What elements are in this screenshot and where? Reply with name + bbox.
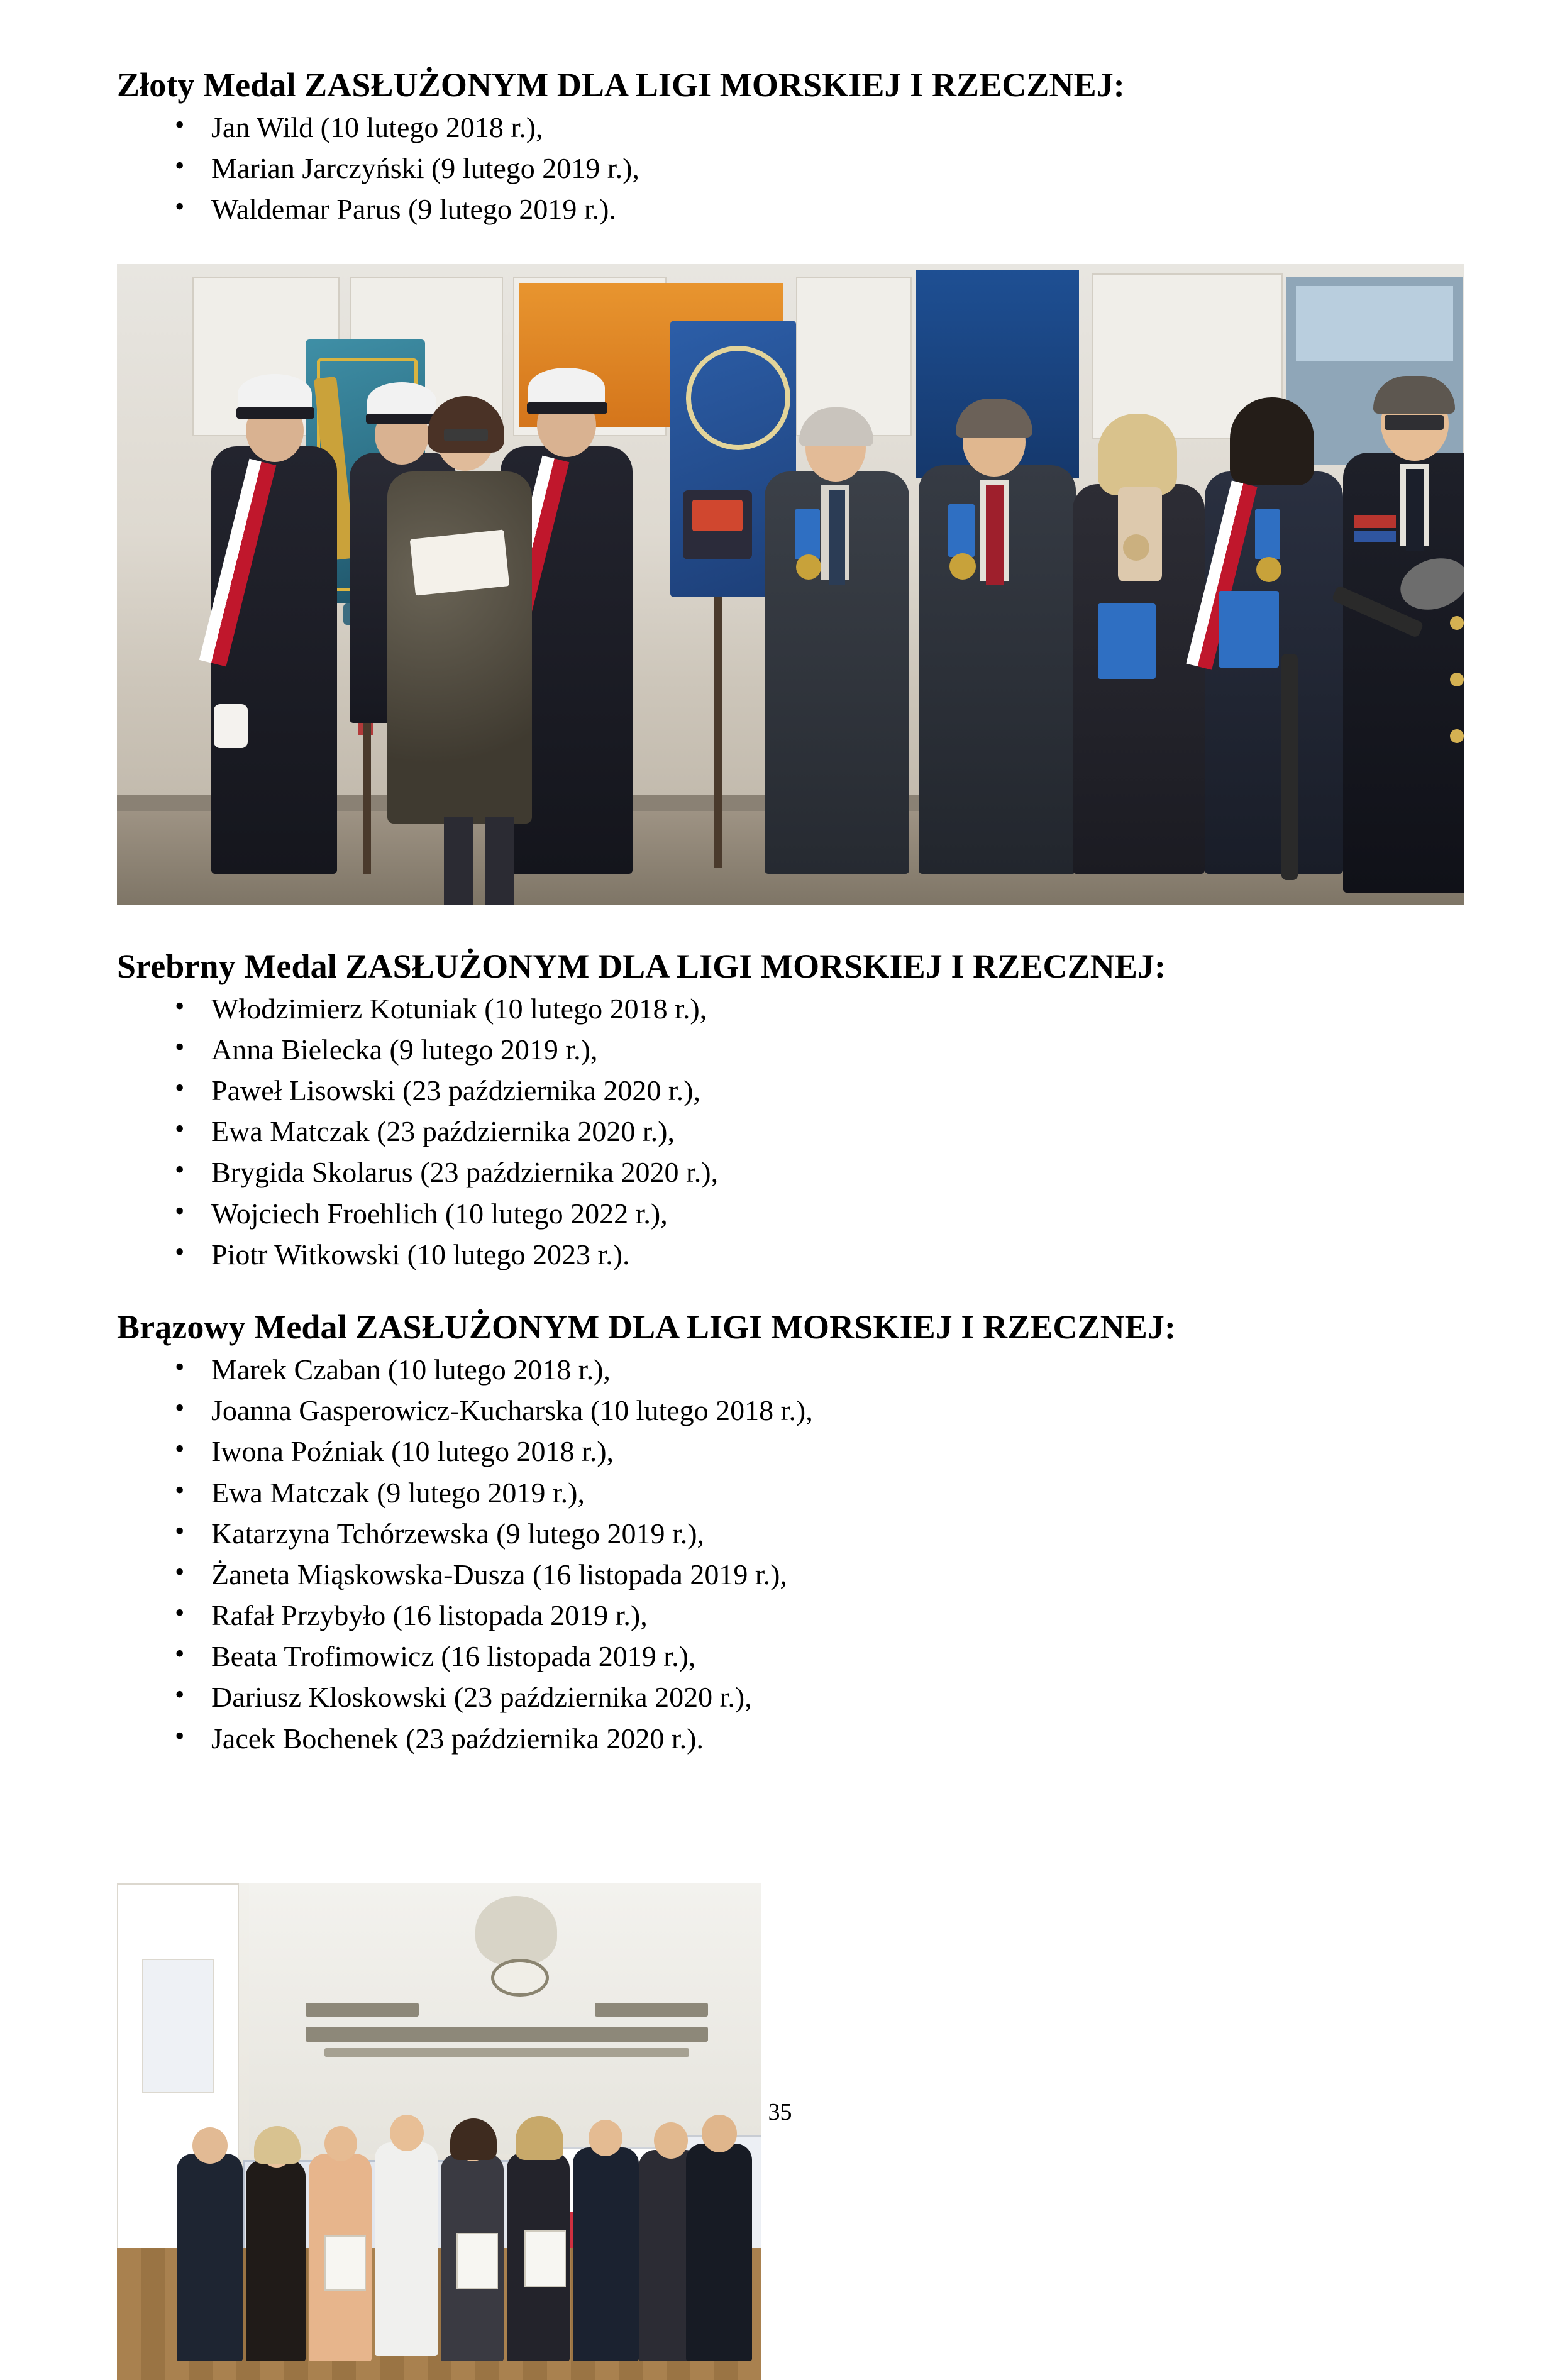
list-item: • Beata Trofimowicz (16 listopada 2019 r.), <box>117 1637 906 1675</box>
person <box>375 2142 438 2356</box>
banner-text-line <box>306 2027 708 2042</box>
section-srebrny <box>117 947 1443 1274</box>
necktie <box>829 490 845 585</box>
person-head <box>192 2127 228 2164</box>
list-item: • Marian Jarczyński (9 lutego 2019 r.), <box>117 149 1443 187</box>
cssmw-badge <box>491 1959 549 1997</box>
list-item: • Włodzimierz Kotuniak (10 lutego 2018 r.), <box>117 989 1443 1028</box>
uniform-button <box>1450 616 1464 630</box>
medal-list-zloty <box>117 108 1443 229</box>
cap-brim <box>236 407 314 419</box>
person-head <box>324 2126 357 2161</box>
certificate <box>524 2230 566 2287</box>
person-naval-officer <box>686 2144 752 2361</box>
leg <box>444 817 473 905</box>
necktie <box>1406 469 1424 551</box>
photo-ceremony-group <box>117 264 1464 905</box>
wall-picture <box>142 1959 214 2093</box>
person-uniform <box>211 446 337 874</box>
list-item: • Żaneta Miąskowska-Dusza (16 listopada 2019 r.), <box>117 1555 906 1594</box>
certificate <box>456 2233 498 2289</box>
hair <box>1098 414 1177 495</box>
certificate <box>324 2235 366 2291</box>
medal-case <box>1219 591 1279 668</box>
medal-list-brazowy <box>117 1350 1443 1758</box>
blouse <box>1118 487 1162 581</box>
list-item: • Waldemar Parus (9 lutego 2019 r.). <box>117 190 1443 228</box>
medal-ribbon <box>795 509 820 559</box>
person-head <box>654 2122 688 2159</box>
banner-text-line <box>595 2003 708 2017</box>
ribbon-bar <box>1354 515 1396 528</box>
list-item: • Jacek Bochenek (23 października 2020 r.). <box>117 1719 906 1758</box>
list-item: • Ewa Matczak (9 lutego 2019 r.), <box>117 1474 906 1512</box>
paper-sheet <box>410 529 510 595</box>
banner-text-line <box>306 2003 419 2017</box>
list-item: • Marek Czaban (10 lutego 2018 r.), <box>117 1350 906 1389</box>
list-item: • Katarzyna Tchórzewska (9 lutego 2019 r.), <box>117 1514 906 1553</box>
section-title-brazowy: Brązowy Medal ZASŁUŻONYM DLA LIGI MORSKIEJ I RZECZNEJ: <box>117 1308 1176 1346</box>
list-item: • Ewa Matczak (23 października 2020 r.), <box>117 1112 1443 1150</box>
list-item: • Dariusz Kloskowski (23 października 2020 r.), <box>117 1678 906 1716</box>
list-item: • Paweł Lisowski (23 października 2020 r.), <box>117 1071 1443 1110</box>
list-item: • Jan Wild (10 lutego 2018 r.), <box>117 108 1443 146</box>
medal-disc <box>949 553 976 580</box>
eyeglasses <box>444 429 488 441</box>
banner-emblem-circle <box>686 346 790 450</box>
white-glove <box>214 704 248 748</box>
banner-text-line <box>324 2048 689 2057</box>
list-item: • Iwona Poźniak (10 lutego 2018 r.), <box>117 1432 906 1470</box>
uniform-button <box>1450 673 1464 686</box>
section-title-zloty: Złoty Medal ZASŁUŻONYM DLA LIGI MORSKIEJ I RZECZNEJ: <box>117 66 1125 104</box>
person-woman <box>246 2160 306 2361</box>
medal-disc <box>1123 534 1149 561</box>
list-item: • Wojciech Froehlich (10 lutego 2022 r.), <box>117 1194 1443 1233</box>
uniform-button <box>1450 729 1464 743</box>
section-title-srebrny: Srebrny Medal ZASŁUŻONYM DLA LIGI MORSKIEJ I RZECZNEJ: <box>117 947 1166 985</box>
medal-case <box>1098 603 1156 679</box>
list-item: • Anna Bielecka (9 lutego 2019 r.), <box>117 1030 1443 1069</box>
leg <box>485 817 514 905</box>
medal-ribbon <box>1255 509 1280 559</box>
page-number: 35 <box>768 2099 792 2125</box>
microphone-stand-pole <box>1281 654 1298 880</box>
medal-disc <box>1256 557 1281 582</box>
list-item: • Joanna Gasperowicz-Kucharska (10 lutego 2018 r.), <box>117 1391 906 1430</box>
eyeglasses <box>1385 415 1444 430</box>
medal-disc <box>796 554 821 580</box>
cap-brim <box>366 414 439 424</box>
person-dress <box>387 471 532 824</box>
list-item: • Rafał Przybyło (16 listopada 2019 r.), <box>117 1596 906 1634</box>
hair <box>1230 397 1314 485</box>
list-item: • Brygida Skolarus (23 października 2020 r.), <box>117 1153 1443 1191</box>
person-uniform <box>177 2154 243 2361</box>
banner-pole <box>714 597 722 868</box>
medal-list-srebrny <box>117 989 1443 1274</box>
cap-brim <box>527 402 607 414</box>
medal-ribbon <box>948 504 975 557</box>
necktie <box>986 485 1004 585</box>
window-pane <box>1296 286 1453 361</box>
list-item: • Piotr Witkowski (10 lutego 2023 r.). <box>117 1235 1443 1274</box>
eagle-emblem <box>475 1896 557 1965</box>
ribbon-bar <box>1354 531 1396 542</box>
person-uniform <box>573 2147 639 2361</box>
banner-emblem-detail <box>692 500 743 531</box>
section-zloty <box>117 65 1443 229</box>
photo-cssmw-group <box>117 1883 761 2380</box>
